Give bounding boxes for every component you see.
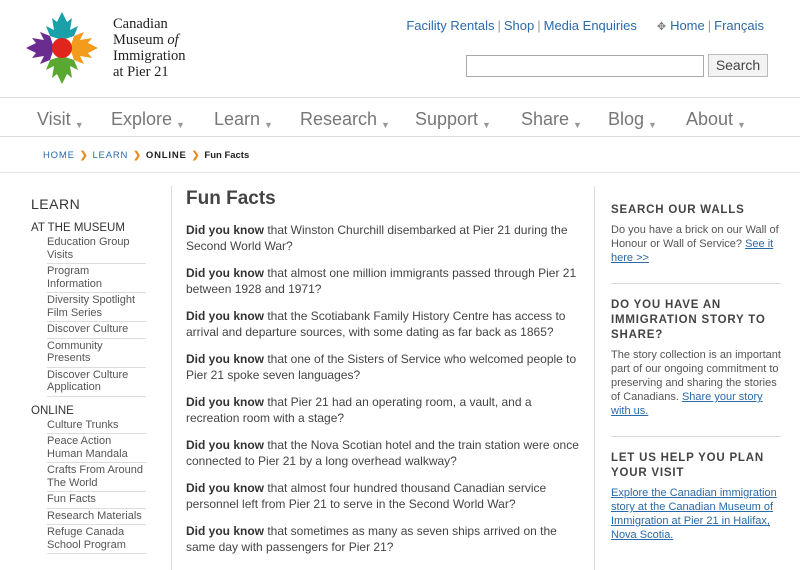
chevron-down-icon: ▼ bbox=[573, 120, 582, 130]
sidebar-list bbox=[47, 418, 146, 555]
chevron-down-icon: ▼ bbox=[381, 120, 390, 130]
logo-line: Canadian bbox=[113, 16, 168, 32]
maple-leaf-logo-icon bbox=[24, 10, 100, 86]
sidebar-section-heading[interactable]: AT THE MUSEUM bbox=[31, 222, 125, 234]
fact-lead: Did you know bbox=[186, 352, 264, 366]
fact-text: that almost four hundred thousand Canadian service personnel left from Pier 21 to serve in the Second World War? bbox=[186, 481, 547, 511]
fact-paragraph bbox=[186, 437, 586, 469]
sidebar-section-heading[interactable]: ONLINE bbox=[31, 404, 74, 417]
right-sidebar bbox=[611, 203, 781, 542]
sidebar-item-fun-facts[interactable]: Fun Facts bbox=[47, 492, 146, 509]
see-it-here-link[interactable]: See it here >> bbox=[611, 238, 774, 264]
main-nav bbox=[0, 97, 800, 137]
chevron-down-icon: ▼ bbox=[482, 120, 491, 130]
sidebar-item-culture-trunks[interactable]: Culture Trunks bbox=[47, 418, 146, 435]
nav-item-about[interactable] bbox=[686, 109, 746, 130]
chevron-down-icon: ▼ bbox=[176, 120, 185, 130]
divider bbox=[611, 436, 781, 437]
sidebar-title: LEARN bbox=[31, 196, 81, 212]
search-button[interactable]: Search bbox=[708, 54, 768, 77]
fact-lead: Did you know bbox=[186, 395, 264, 409]
fact-lead: Did you know bbox=[186, 438, 264, 452]
fact-paragraph bbox=[186, 308, 586, 340]
utility-links: Facility Rentals | Shop | Media Enquiries ✥ Home | Français bbox=[406, 18, 764, 33]
breadcrumb-home[interactable]: HOME bbox=[43, 150, 75, 161]
chevron-down-icon: ▼ bbox=[648, 120, 657, 130]
share-story-link[interactable]: Share your story with us. bbox=[611, 391, 763, 417]
language-link[interactable]: Français bbox=[714, 18, 764, 33]
column-divider bbox=[594, 186, 595, 570]
sidebar-item-peace-action[interactable]: Peace Action Human Mandala bbox=[47, 434, 146, 463]
fact-paragraph bbox=[186, 523, 586, 555]
nav-item-blog[interactable] bbox=[608, 109, 657, 130]
sidebar-item-diversity-spotlight[interactable]: Diversity Spotlight Film Series bbox=[47, 293, 146, 322]
share-story-text bbox=[611, 348, 781, 418]
nav-label: Share bbox=[521, 109, 570, 129]
fact-lead: Did you know bbox=[186, 223, 264, 237]
sidebar-item-community-presents[interactable]: Community Presents bbox=[47, 339, 146, 368]
breadcrumb-current: Fun Facts bbox=[204, 150, 250, 161]
sidebar-item-crafts[interactable]: Crafts From Around The World bbox=[47, 463, 146, 492]
nav-item-learn[interactable] bbox=[214, 109, 273, 130]
fact-text: that the Nova Scotian hotel and the train station were once connected to Pier 21 by a long overhead walkway? bbox=[186, 438, 579, 468]
chevron-right-icon: ❯ bbox=[79, 150, 89, 161]
logo-line: at Pier 21 bbox=[113, 64, 169, 80]
page-title: Fun Facts bbox=[186, 188, 276, 209]
fact-text: that Pier 21 had an operating room, a vault, and a recreation room with a stage? bbox=[186, 395, 532, 425]
chevron-right-icon: ❯ bbox=[133, 150, 142, 161]
nav-label: Learn bbox=[214, 109, 261, 129]
fact-text: that almost one million immigrants passed through Pier 21 between 1928 and 1971? bbox=[186, 266, 577, 296]
fact-text: that the Scotiabank Family History Centre has access to arrival and departure sources, with some dating as far back as 1865? bbox=[186, 309, 566, 339]
logo-wordmark bbox=[113, 16, 186, 80]
fact-text: that one of the Sisters of Service who welcomed people to Pier 21 spoke seven languages? bbox=[186, 352, 577, 382]
fact-text: that sometimes as many as seven ships arrived on the same day with passengers for Pier 21? bbox=[186, 524, 557, 554]
museum-logo[interactable] bbox=[24, 10, 194, 86]
nav-item-visit[interactable] bbox=[37, 109, 84, 130]
home-link[interactable]: Home bbox=[670, 18, 705, 33]
nav-item-explore[interactable] bbox=[111, 109, 185, 130]
sidebar-item-discover-culture-application[interactable]: Discover Culture Application bbox=[47, 368, 146, 397]
nav-label: Support bbox=[415, 109, 479, 129]
sidebar-item-discover-culture[interactable]: Discover Culture bbox=[47, 322, 146, 339]
nav-label: Explore bbox=[111, 109, 173, 129]
nav-label: Research bbox=[300, 109, 378, 129]
sidebar-item-program-information[interactable]: Program Information bbox=[47, 264, 146, 293]
sidebar-list bbox=[47, 235, 146, 397]
divider bbox=[611, 283, 781, 284]
facility-rentals-link[interactable]: Facility Rentals bbox=[406, 18, 495, 33]
plan-visit-heading: LET US HELP YOU PLAN YOUR VISIT bbox=[611, 452, 764, 479]
chevron-down-icon: ▼ bbox=[737, 120, 746, 130]
sidebar-item-research-materials[interactable]: Research Materials bbox=[47, 509, 146, 526]
logo-line: of bbox=[167, 32, 179, 48]
fact-lead: Did you know bbox=[186, 266, 264, 280]
share-story-heading: DO YOU HAVE AN IMMIGRATION STORY TO SHARE? bbox=[611, 299, 766, 341]
column-divider bbox=[171, 186, 172, 570]
nav-item-research[interactable] bbox=[300, 109, 390, 130]
nav-item-support[interactable] bbox=[415, 109, 491, 130]
breadcrumb bbox=[43, 150, 249, 161]
sidebar-item-refuge-canada[interactable]: Refuge Canada School Program bbox=[47, 525, 146, 554]
home-icon: ✥ bbox=[656, 21, 667, 33]
fact-lead: Did you know bbox=[186, 309, 264, 323]
block-text: Do you have a brick on our Wall of Honour or Wall of Service? bbox=[611, 224, 779, 250]
media-enquiries-link[interactable]: Media Enquiries bbox=[543, 18, 637, 33]
fact-paragraph bbox=[186, 394, 586, 426]
search-input[interactable] bbox=[466, 55, 704, 77]
logo-line: Museum bbox=[113, 32, 164, 48]
sidebar-item-education-group-visits[interactable]: Education Group Visits bbox=[47, 235, 146, 264]
search-walls-heading: SEARCH OUR WALLS bbox=[611, 204, 745, 216]
fact-paragraph bbox=[186, 351, 586, 383]
nav-label: Blog bbox=[608, 109, 645, 129]
nav-label: About bbox=[686, 109, 734, 129]
plan-visit-link[interactable]: Explore the Canadian immigration story at the Canadian Museum of Immigration at Pier 21 in Halifax, Nova Scotia. bbox=[611, 487, 777, 541]
fact-paragraph bbox=[186, 265, 586, 297]
block-text: The story collection is an important part of our ongoing commitment to preserving and sharing the stories of Canadians. bbox=[611, 349, 781, 403]
chevron-down-icon: ▼ bbox=[264, 120, 273, 130]
fact-paragraph bbox=[186, 480, 586, 512]
breadcrumb-learn[interactable]: LEARN bbox=[92, 150, 129, 161]
divider bbox=[0, 172, 800, 173]
fact-text: that Winston Churchill disembarked at Pier 21 during the Second World War? bbox=[186, 223, 568, 253]
fact-lead: Did you know bbox=[186, 481, 264, 495]
fact-paragraph bbox=[186, 222, 586, 254]
breadcrumb-online[interactable]: ONLINE bbox=[145, 150, 187, 161]
chevron-right-icon: ❯ bbox=[191, 150, 201, 161]
shop-link[interactable]: Shop bbox=[503, 18, 535, 33]
plan-visit-text bbox=[611, 486, 781, 542]
nav-item-share[interactable] bbox=[521, 109, 582, 130]
fact-lead: Did you know bbox=[186, 524, 264, 538]
search-walls-text bbox=[611, 223, 781, 265]
section-sidebar bbox=[31, 196, 171, 562]
nav-label: Visit bbox=[37, 109, 71, 129]
logo-line: Immigration bbox=[113, 48, 186, 64]
chevron-down-icon: ▼ bbox=[74, 120, 84, 130]
main-content bbox=[186, 188, 586, 566]
